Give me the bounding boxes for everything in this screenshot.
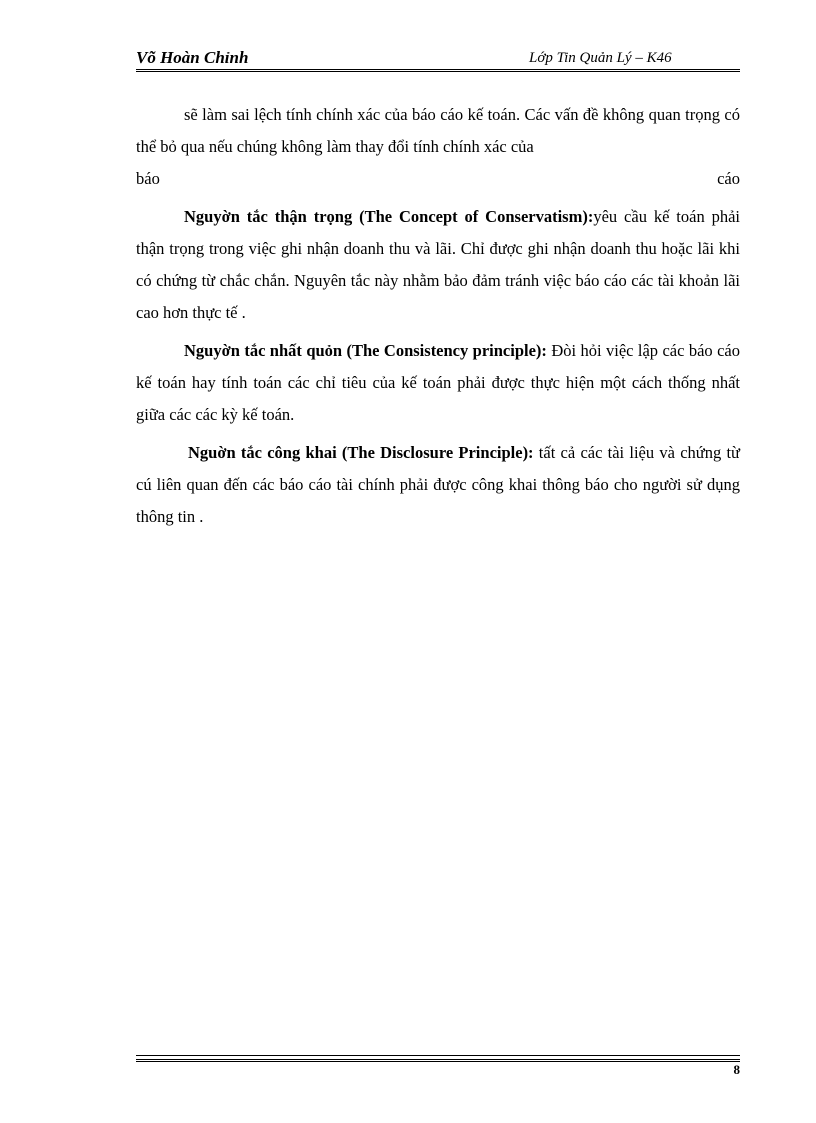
body-text <box>136 99 740 539</box>
paragraph-consistency <box>136 335 740 431</box>
footer-divider-double <box>136 1059 740 1062</box>
consistency-heading: Nguyờn tắc nhất quỏn (The Consistency principle): <box>184 341 547 360</box>
consistency-text: Đòi hỏi việc lập các báo cáo kế toán hay tính toán các chỉ tiêu của kế toán phải được thực hiện một cách thống nhất giữa các các kỳ kế toán. <box>136 341 740 424</box>
page-header <box>136 48 740 70</box>
paragraph-1-line-3-right: cáo <box>717 169 740 188</box>
paragraph-1-line-3 <box>136 163 740 195</box>
header-divider <box>136 69 740 73</box>
disclosure-text: tất cả các tài liệu và chứng từ cú liên quan đến các báo cáo tài chính phải được công khai thông báo cho người sử dụng thông tin . <box>136 443 740 526</box>
page-number: 8 <box>733 1062 740 1077</box>
header-class-label: Lớp Tin Quản Lý – K46 <box>529 50 672 66</box>
paragraph-1-line-3-left: báo <box>136 169 160 188</box>
paragraph-conservatism <box>136 201 740 329</box>
header-author: Võ Hoàn Chỉnh <box>136 48 249 67</box>
paragraph-disclosure <box>136 437 740 533</box>
paragraph-1-line-2: quan trọng có thể bỏ qua nếu chúng không làm thay đổi tính chính xác của <box>136 105 741 156</box>
conservatism-text: yêu cầu kế toán phải thận trọng trong việc ghi nhận doanh thu và lãi. Chỉ được ghi nhận doanh thu hoặc lãi khi có chứng từ chắc chắn. Nguyên tắc này nhằm bảo đảm tránh việc báo cáo các tài khoản lãi cao hơn thực tế . <box>136 207 741 322</box>
paragraph-1-line-1: sẽ làm sai lệch tính chính xác của báo cáo kế toán. Các vấn đề không <box>184 105 645 124</box>
disclosure-heading: Nguờn tắc công khai (The Disclosure Principle): <box>188 443 534 462</box>
footer-divider-thin <box>136 1055 740 1056</box>
conservatism-heading: Nguyờn tắc thận trọng (The Concept of Conservatism): <box>184 207 594 226</box>
paragraph-1 <box>136 99 740 163</box>
